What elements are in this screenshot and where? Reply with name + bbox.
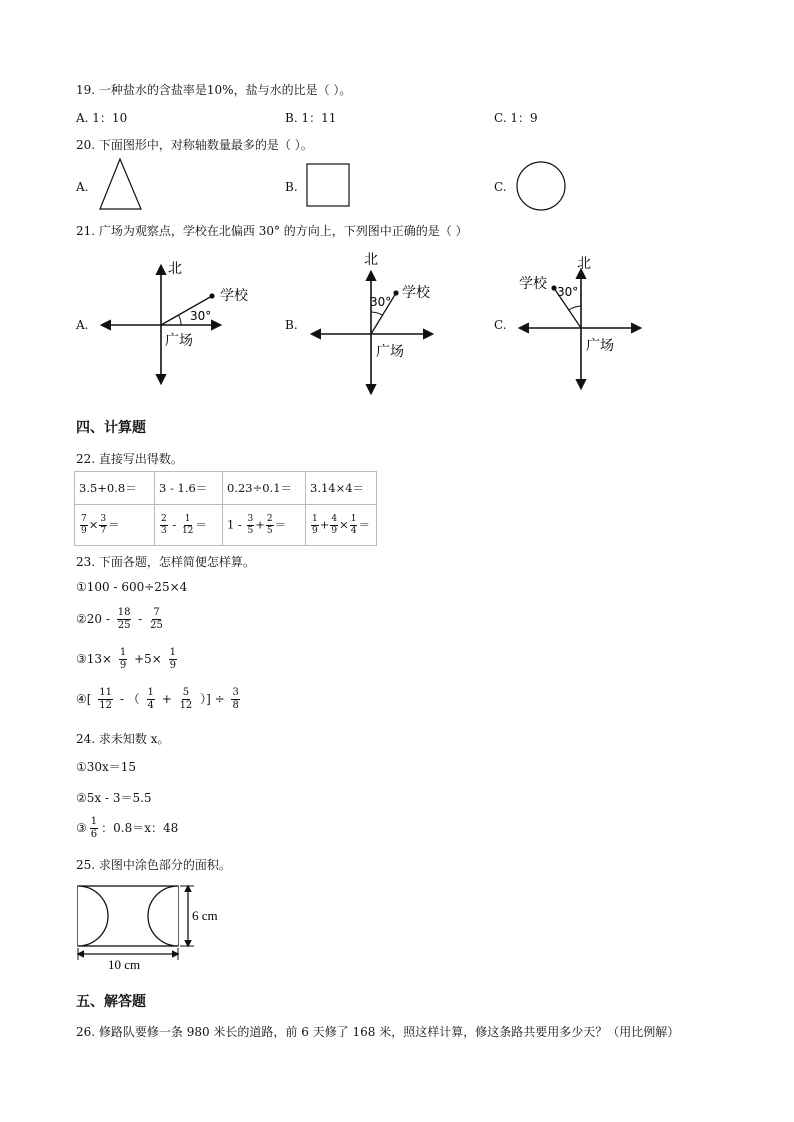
q22-cell: 3 - 1.6＝: [155, 472, 223, 505]
q19-option-a[interactable]: A. 1：10: [76, 111, 128, 125]
q22-cell: 1 - $\frac{3}{5}$ + $\frac{2}{5}$ ＝: [223, 505, 306, 546]
shaded-area-figure: [70, 878, 230, 974]
q26-stem: 26. 修路队要修一条 980 米长的道路，前 6 天修了 168 米，照这样计算，修这条路共要用多少天？（用比例解）: [76, 1025, 680, 1039]
q23-stem: 23. 下面各题，怎样简便怎样算。: [76, 555, 255, 569]
angle-label-b: 30°: [370, 295, 392, 309]
q19-stem: 19. 一种盐水的含盐率是10%，盐与水的比是（ ）。: [76, 83, 352, 97]
q19-option-c[interactable]: C. 1：9: [494, 111, 538, 125]
q21-option-a[interactable]: A.: [76, 318, 89, 332]
q23-expr-4: ④[ $\frac{11}{12}$ - （ $\frac{1}{4}$ + $\frac{5}{12}$ ）] ÷ $\frac{3}{8}$: [76, 687, 239, 711]
q24-eq-3: ③ $\frac{1}{6}$ ：0.8＝x：48: [76, 816, 179, 840]
q22-cell: 3.14×4＝: [306, 472, 377, 505]
angle-label-c: 30°: [557, 285, 579, 299]
q24-stem: 24. 求未知数 x。: [76, 732, 170, 746]
q20-option-c[interactable]: C.: [494, 180, 507, 194]
q22-cell: $\frac{1}{9}$ + $\frac{4}{9}$ × $\frac{1}{4}$ ＝: [306, 505, 377, 546]
section-4-title: 四、计算题: [76, 420, 146, 436]
q24-eq-2: ②5x - 3＝5.5: [76, 791, 152, 805]
q25-stem: 25. 求图中涂色部分的面积。: [76, 858, 231, 872]
school-label-a: 学校: [220, 288, 248, 304]
angle-label-a: 30°: [190, 309, 212, 323]
height-label: 6 cm: [192, 908, 218, 923]
q21-stem: 21. 广场为观察点，学校在北偏西 30° 的方向上，下列图中正确的是（ ）: [76, 224, 468, 238]
q22-cell: 3.5+0.8＝: [75, 472, 155, 505]
width-label: 10 cm: [108, 957, 141, 972]
q23-expr-1: ①100 - 600÷25×4: [76, 580, 188, 594]
north-label-b: 北: [364, 252, 378, 268]
q22-cell: 0.23÷0.1＝: [223, 472, 306, 505]
q22-stem: 22. 直接写出得数。: [76, 452, 183, 466]
diagram-b: [312, 252, 432, 393]
diagram-a: [102, 261, 249, 383]
square-label-a: 广场: [165, 333, 193, 349]
q20-option-a[interactable]: A.: [76, 180, 89, 194]
diagram-c: [519, 256, 640, 388]
q19-option-b[interactable]: B. 1：11: [285, 111, 337, 125]
q22-cell: $\frac{2}{3}$ - $\frac{1}{12}$ ＝: [155, 505, 223, 546]
north-label-c: 北: [577, 256, 591, 272]
school-label-b: 学校: [402, 285, 430, 301]
q23-expr-3: ③13× $\frac{1}{9}$ +5× $\frac{1}{9}$: [76, 647, 177, 671]
north-label-a: 北: [168, 261, 182, 277]
direction-diagrams: [0, 0, 794, 420]
q22-cell: $\frac{7}{9}$ × $\frac{3}{7}$ ＝: [75, 505, 155, 546]
q21-option-c[interactable]: C.: [494, 318, 507, 332]
q24-eq-1: ①30x＝15: [76, 760, 137, 774]
q20-stem: 20. 下面图形中，对称轴数量最多的是（ ）。: [76, 138, 313, 152]
q22-table: [74, 471, 377, 546]
q23-expr-2: ②20 - $\frac{18}{25}$ - $\frac{7}{25}$: [76, 607, 163, 631]
school-label-c: 学校: [519, 276, 547, 292]
square-label-c: 广场: [586, 338, 614, 354]
square-label-b: 广场: [376, 344, 404, 360]
q21-option-b[interactable]: B.: [285, 318, 298, 332]
q20-option-b[interactable]: B.: [285, 180, 298, 194]
section-5-title: 五、解答题: [76, 994, 146, 1010]
